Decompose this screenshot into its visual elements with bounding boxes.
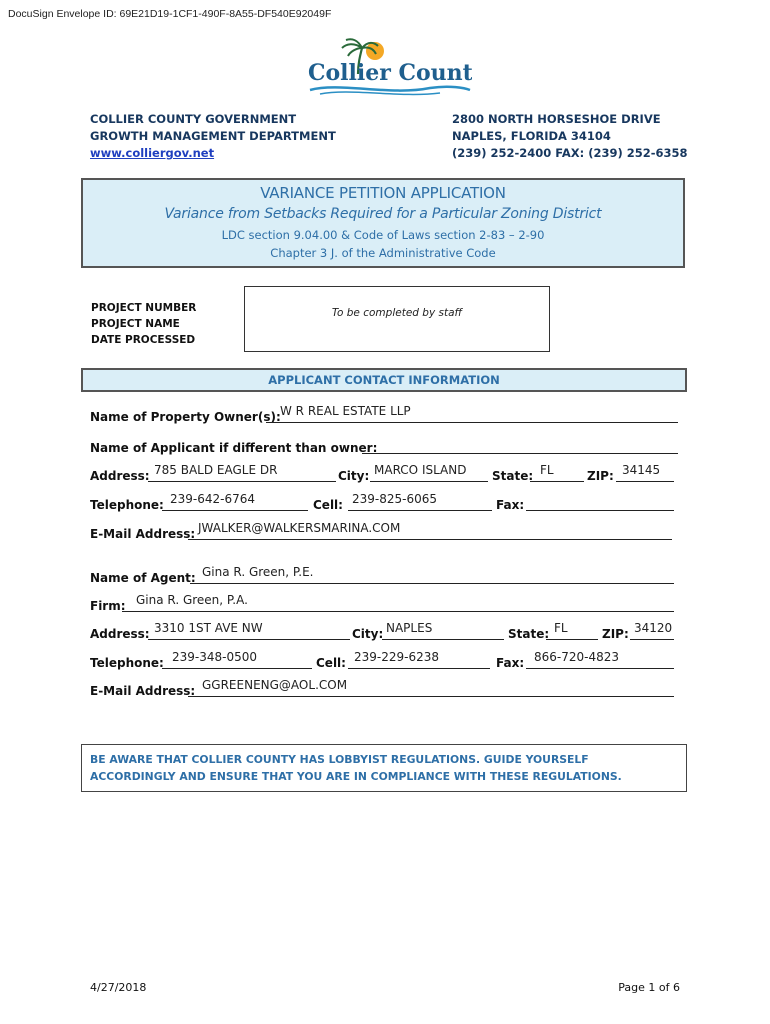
staff-box xyxy=(244,286,550,352)
agent-email-label: E-Mail Address: xyxy=(90,684,196,698)
agent-address-row xyxy=(90,619,680,641)
agent-fax-value: 866-720-4823 xyxy=(534,650,620,664)
agent-telephone-value: 239-348-0500 xyxy=(172,650,258,664)
owner-address-label: Address: xyxy=(90,469,150,483)
applicant-name-row xyxy=(90,433,680,455)
header-left xyxy=(90,111,336,162)
owner-cell-field[interactable] xyxy=(348,510,492,511)
owner-email-row xyxy=(90,519,680,541)
logo-text: Collier County xyxy=(308,60,472,86)
section-title-applicant: APPLICANT CONTACT INFORMATION xyxy=(81,368,687,392)
owner-cell-value: 239-825-6065 xyxy=(352,492,438,506)
palm-tree-sun-logo-icon xyxy=(300,38,472,98)
lobbyist-notice-text: BE AWARE THAT COLLIER COUNTY HAS LOBBYIST REGULATIONS. GUIDE YOURSELF ACCORDINGLY AND ENSURE THAT YOU ARE IN COMPLIANCE WITH THESE REGULATIONS. xyxy=(90,753,622,783)
ldc-reference: LDC section 9.04.00 & Code of Laws section 2-83 – 2-90 xyxy=(221,228,545,242)
agent-cell-label: Cell: xyxy=(316,656,346,670)
form-subtitle: Variance from Setbacks Required for a Particular Zoning District xyxy=(164,206,602,222)
owner-address-row xyxy=(90,461,680,483)
owner-telephone-field[interactable] xyxy=(162,510,308,511)
agent-email-row xyxy=(90,676,680,698)
agent-name-row xyxy=(90,563,680,585)
owner-name-field[interactable] xyxy=(266,422,678,423)
owner-name-label: Name of Property Owner(s): xyxy=(90,410,281,424)
docusign-envelope-id: DocuSign Envelope ID: 69E21D19-1CF1-490F-8A55-DF540E92049F xyxy=(8,8,332,20)
agent-firm-label: Firm: xyxy=(90,599,126,613)
date-processed-label: DATE PROCESSED xyxy=(91,334,196,346)
owner-phone-row xyxy=(90,490,680,512)
agent-cell-value: 239-229-6238 xyxy=(354,650,440,664)
form-title: VARIANCE PETITION APPLICATION xyxy=(260,184,506,202)
collier-county-logo xyxy=(300,38,472,98)
agent-city-value: NAPLES xyxy=(386,621,433,635)
chapter-reference: Chapter 3 J. of the Administrative Code xyxy=(270,246,496,260)
agent-email-field[interactable] xyxy=(188,696,674,697)
agent-state-label: State: xyxy=(508,627,550,641)
agent-state-field[interactable] xyxy=(546,639,598,640)
agent-zip-field[interactable] xyxy=(630,639,674,640)
project-number-label: PROJECT NUMBER xyxy=(91,302,197,314)
agent-firm-row xyxy=(90,591,680,613)
header-city: NAPLES, FLORIDA 34104 xyxy=(452,129,611,143)
agent-fax-label: Fax: xyxy=(496,656,525,670)
owner-telephone-label: Telephone: xyxy=(90,498,164,512)
owner-zip-field[interactable] xyxy=(616,481,674,482)
header-right xyxy=(452,111,688,162)
owner-email-value: JWALKER@WALKERSMARINA.COM xyxy=(198,521,401,535)
agent-telephone-field[interactable] xyxy=(162,668,312,669)
header-dept: GROWTH MANAGEMENT DEPARTMENT xyxy=(90,129,336,143)
owner-zip-label: ZIP: xyxy=(587,469,614,483)
agent-name-label: Name of Agent: xyxy=(90,571,196,585)
agent-name-value: Gina R. Green, P.E. xyxy=(202,565,314,579)
agent-state-value: FL xyxy=(554,621,568,635)
agent-phone-row xyxy=(90,648,680,670)
header-org: COLLIER COUNTY GOVERNMENT xyxy=(90,112,297,126)
project-labels xyxy=(91,300,196,348)
agent-email-value: GGREENENG@AOL.COM xyxy=(202,678,348,692)
agent-city-field[interactable] xyxy=(382,639,504,640)
owner-name-value: W R REAL ESTATE LLP xyxy=(280,404,411,418)
owner-state-value: FL xyxy=(540,463,554,477)
owner-address-value: 785 BALD EAGLE DR xyxy=(154,463,278,477)
agent-address-value: 3310 1ST AVE NW xyxy=(154,621,263,635)
agent-city-label: City: xyxy=(352,627,384,641)
applicant-name-field[interactable] xyxy=(362,453,678,454)
agent-firm-value: Gina R. Green, P.A. xyxy=(136,593,248,607)
agent-fax-field[interactable] xyxy=(526,668,674,669)
agent-zip-value: 34120 xyxy=(634,621,673,635)
owner-telephone-value: 239-642-6764 xyxy=(170,492,256,506)
owner-city-field[interactable] xyxy=(370,481,488,482)
title-box xyxy=(81,178,685,268)
footer-page-number: Page 1 of 6 xyxy=(618,981,680,994)
project-name-label: PROJECT NAME xyxy=(91,318,180,330)
footer-date: 4/27/2018 xyxy=(90,981,147,994)
owner-fax-label: Fax: xyxy=(496,498,525,512)
agent-cell-field[interactable] xyxy=(348,668,490,669)
header-phone: (239) 252-2400 FAX: (239) 252-6358 xyxy=(452,146,688,160)
owner-zip-value: 34145 xyxy=(622,463,661,477)
agent-address-label: Address: xyxy=(90,627,150,641)
owner-city-value: MARCO ISLAND xyxy=(374,463,467,477)
header-street: 2800 NORTH HORSESHOE DRIVE xyxy=(452,112,661,126)
lobbyist-notice xyxy=(81,744,687,792)
owner-address-field[interactable] xyxy=(148,481,336,482)
owner-email-label: E-Mail Address: xyxy=(90,527,196,541)
owner-name-row xyxy=(90,402,680,424)
owner-city-label: City: xyxy=(338,469,370,483)
agent-firm-field[interactable] xyxy=(122,611,674,612)
staff-note: To be completed by staff xyxy=(331,307,463,319)
owner-state-label: State: xyxy=(492,469,534,483)
agent-name-field[interactable] xyxy=(190,583,674,584)
owner-email-field[interactable] xyxy=(188,539,672,540)
applicant-name-label: Name of Applicant if different than owner: xyxy=(90,441,378,455)
agent-telephone-label: Telephone: xyxy=(90,656,164,670)
agent-zip-label: ZIP: xyxy=(602,627,629,641)
owner-cell-label: Cell: xyxy=(313,498,343,512)
owner-fax-field[interactable] xyxy=(526,510,674,511)
owner-state-field[interactable] xyxy=(530,481,584,482)
agent-address-field[interactable] xyxy=(148,639,350,640)
website-link[interactable]: www.colliergov.net xyxy=(90,146,215,160)
